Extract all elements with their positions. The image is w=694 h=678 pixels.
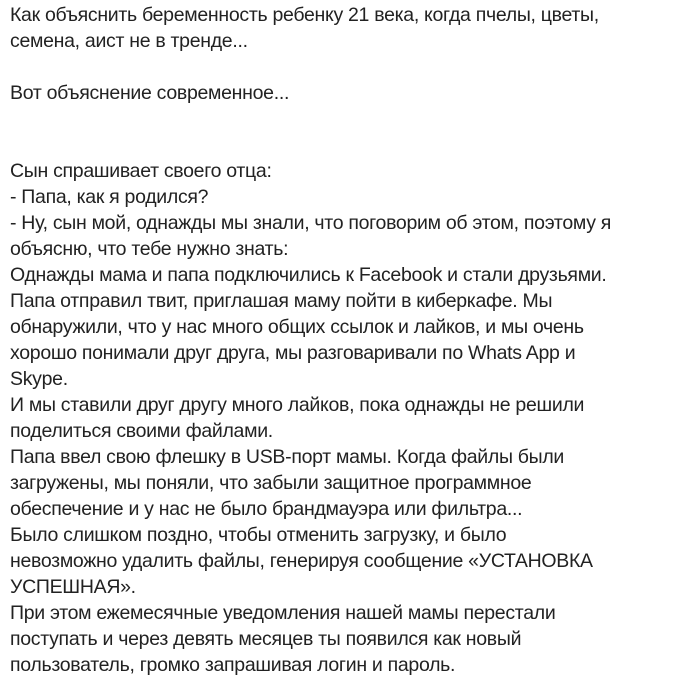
post-text bbox=[10, 2, 694, 678]
title-line: семена, аист не в тренде... bbox=[10, 30, 248, 52]
story-line: При этом ежемесячные уведомления нашей мамы перестали bbox=[10, 602, 556, 624]
story-line: хорошо понимали друг друга, мы разговаривали по Whats App и bbox=[10, 342, 576, 364]
intro-line: Вот объяснение современное... bbox=[10, 82, 290, 104]
title-line: Как объяснить беременность ребенку 21 века, когда пчелы, цветы, bbox=[10, 4, 599, 26]
story-line: поступать и через девять месяцев ты появился как новый bbox=[10, 628, 522, 650]
story-line: Skype. bbox=[10, 368, 68, 390]
paragraph-gap bbox=[10, 54, 694, 80]
story-line: обеспечение и у нас не было брандмауэра или фильтра... bbox=[10, 498, 523, 520]
story-line: Однажды мама и папа подключились к Facebook и стали друзьями. bbox=[10, 264, 607, 286]
story-line: загружены, мы поняли, что забыли защитное программное bbox=[10, 472, 532, 494]
story-line: Папа отправил твит, приглашая маму пойти в киберкафе. Мы bbox=[10, 290, 553, 312]
story-line: невозможно удалить файлы, генерируя сообщение «УСТАНОВКА bbox=[10, 550, 593, 572]
paragraph-gap bbox=[10, 106, 694, 132]
story-line: Сын спрашивает своего отца: bbox=[10, 160, 272, 182]
story-line: Папа ввел свою флешку в USB-порт мамы. Когда файлы были bbox=[10, 446, 565, 468]
story-line: Было слишком поздно, чтобы отменить загрузку, и было bbox=[10, 524, 507, 546]
paragraph-gap bbox=[10, 132, 694, 158]
story-line: И мы ставили друг другу много лайков, пока однажды не решили bbox=[10, 394, 585, 416]
story-line: - Ну, сын мой, однажды мы знали, что поговорим об этом, поэтому я bbox=[10, 212, 612, 234]
story-line: пользователь, громко запрашивая логин и пароль. bbox=[10, 654, 456, 676]
story-line: - Папа, как я родился? bbox=[10, 186, 209, 208]
story-line: обнаружили, что у нас много общих ссылок и лайков, и мы очень bbox=[10, 316, 584, 338]
story-line: УСПЕШНАЯ». bbox=[10, 576, 136, 598]
story-line: поделиться своими файлами. bbox=[10, 420, 273, 442]
story-line: объясню, что тебе нужно знать: bbox=[10, 238, 289, 260]
